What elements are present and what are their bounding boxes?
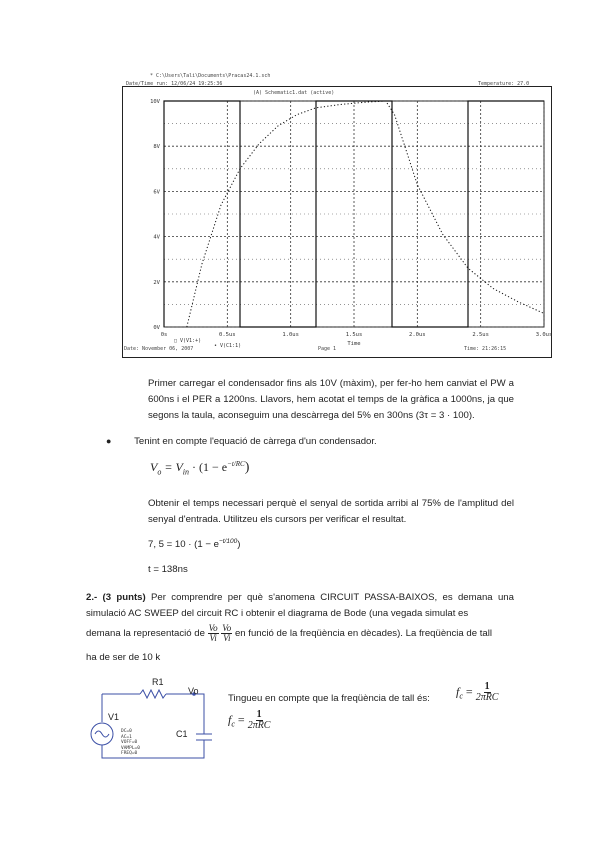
param-freq: FREQ=0 [121, 751, 138, 756]
equation-75pct [148, 538, 240, 550]
fc1-fraction [476, 682, 499, 703]
x-tick-label: 0.5us [219, 332, 236, 338]
question-2-line3-a: demana la representació de [86, 628, 208, 640]
resistor-r1 [140, 690, 166, 698]
fc1-eq: = [465, 684, 473, 699]
question-2-line3 [86, 624, 514, 643]
eq1-lhs-sub: o [157, 467, 162, 477]
fc2-eq: = [237, 712, 245, 727]
label-v1: V1 [108, 712, 120, 722]
ratio-1-num: Vo [208, 623, 218, 633]
transient-plot [122, 86, 552, 358]
ratio-vo-vi-1 [208, 624, 219, 643]
fc2-fraction [248, 710, 271, 731]
cutoff-formula-1 [456, 682, 498, 703]
x-tick-label: 2.5us [472, 332, 489, 338]
ratio-2-den: Vi [223, 633, 231, 643]
fc1-f: f [456, 684, 460, 699]
plot-footer-date: Date: November 06, 2007 [124, 346, 194, 352]
ratio-1-den: Vi [209, 633, 217, 643]
fc1-sub: c [459, 691, 463, 701]
source-sine [95, 731, 109, 737]
ratio-2-num: Vo [222, 623, 232, 633]
x-tick-label: 0s [160, 332, 168, 338]
y-tick-label: 8V [153, 144, 160, 151]
plot-date-time: Date/Time run: 12/06/24 19:25:36 [126, 81, 223, 87]
cutoff-note: Tingueu en compte que la freqüència de tall és: [228, 693, 430, 704]
eq1-vin-sub: in [182, 467, 190, 477]
cutoff-formula-2 [228, 710, 270, 731]
wire-bottom [102, 740, 204, 758]
plot-footer-page: Page 1 [318, 346, 337, 352]
label-r1: R1 [152, 677, 164, 687]
y-tick-label: 10V [150, 99, 160, 105]
eq1-end: ) [244, 460, 250, 475]
source-parameters [121, 729, 140, 757]
plot-file-title: * C:\Users\Tali\Documents\Pracas24.1.sch [150, 73, 271, 79]
question-2-number: 2.- (3 punts) [86, 592, 146, 603]
plot-temperature: Temperature: 27.0 [478, 81, 530, 87]
param-voff: VOFF=0 [121, 740, 138, 745]
capacitor-c1 [196, 734, 212, 740]
plot-tick-labels [150, 99, 552, 349]
eq1-lhs: V [150, 460, 158, 474]
question-2-text: Per comprendre per què s'anomena CIRCUIT PASSA-BAIXOS, es demana una simulació AC SWEEP del circuit RC i obtenir el diagrama de Bode (una vegada simulat es [86, 592, 514, 619]
fc2-num: 1 [256, 709, 262, 720]
ratio-vo-vi-2 [221, 624, 232, 643]
bullet-dot: ● [106, 436, 112, 446]
eq1-mid: · (1 − e [192, 460, 228, 474]
question-2 [86, 590, 514, 622]
fc2-sub: c [231, 719, 235, 729]
fc2-den: 2πRC [247, 720, 271, 731]
eq1-exponent: −t/RC [227, 460, 245, 468]
plot-frame [123, 87, 552, 358]
eq1-vin: V [175, 460, 183, 474]
eq2-exponent: −t/100 [218, 538, 238, 545]
plot-footer-time: Time: 21:26:15 [464, 346, 507, 352]
question-2-line4: ha de ser de 10 k [86, 652, 161, 663]
fc1-den: 2πRC [475, 692, 499, 703]
x-axis-label: Time [347, 341, 361, 347]
param-vampl: VAMPL=0 [121, 745, 140, 751]
equation-charge [150, 460, 249, 476]
y-tick-label: 2V [153, 279, 160, 286]
plot-grid [164, 101, 544, 327]
x-tick-label: 1.5us [345, 332, 363, 338]
eq2-main: 7, 5 = 10 · (1 − e [148, 539, 219, 551]
param-dc: DC=0 [121, 729, 132, 734]
y-tick-label: 0V [153, 325, 160, 331]
label-c1: C1 [176, 729, 188, 739]
plot-curve-name: (A) Schematic1.dat (active) [253, 90, 335, 96]
label-vo: Vo [188, 686, 199, 696]
fc1-num: 1 [484, 681, 490, 692]
y-tick-label: 4V [153, 234, 160, 241]
eq1-equals: = [164, 460, 173, 474]
x-tick-label: 3.0us [535, 332, 552, 338]
fc2-f: f [228, 712, 232, 727]
question-2-line3-b: en funció de la freqüència en dècades). La freqüència de tall [234, 628, 493, 640]
x-tick-label: 1.0us [282, 332, 299, 338]
paragraph-75pct: Obtenir el temps necessari perquè el senyal de sortida arribi al 75% de l'amplitud del senyal d'entrada. Utilitzeu els cursors per verificar el resultat. [148, 498, 514, 525]
legend-v1: □ V(V1:+) [174, 338, 202, 344]
param-ac: AC=1 [121, 734, 132, 740]
equation-result: t = 138ns [148, 564, 188, 575]
legend-c1: • V(C1:1) [214, 343, 242, 349]
bullet-1-text: Tenint en compte l'equació de càrrega d'un condensador. [134, 436, 377, 447]
x-tick-label: 2.0us [409, 332, 426, 338]
y-tick-label: 6V [153, 189, 160, 196]
eq2-end: ) [237, 539, 241, 551]
bullet-1 [106, 436, 377, 447]
paragraph-charge: Primer carregar el condensador fins als 10V (màxim), per fer-ho hem canviat el PW a 600ns i el PER a 1200ns. Llavors, hem acotat el temps de la gràfica a 1000ns, ja que segons la taula, aconseguim una descàrrega del 5% en 300ns (3τ = 3 · 100). [148, 378, 514, 421]
wire-top-right [166, 694, 204, 712]
